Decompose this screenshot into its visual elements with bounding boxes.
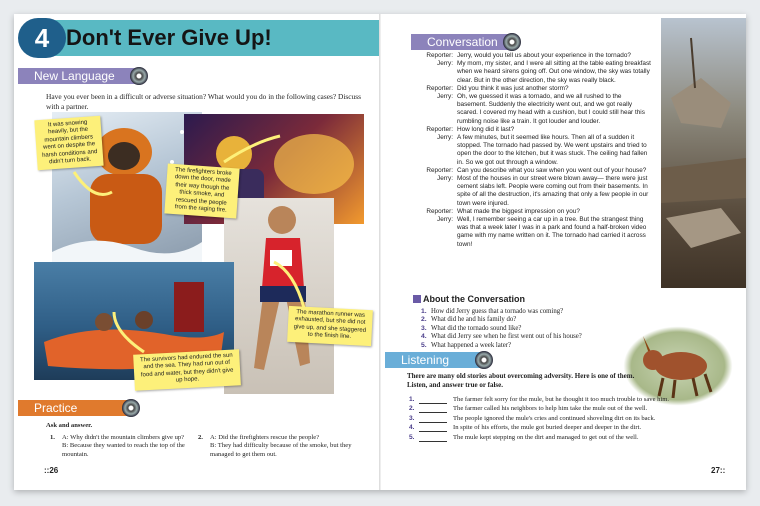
turn-text: Can you describe what you saw when you went out of your house? <box>457 166 647 174</box>
question-number: 3. <box>421 324 427 332</box>
conversation-turn <box>391 175 653 208</box>
true-false-item <box>409 415 739 423</box>
listening-label: Listening <box>401 353 450 367</box>
question-text: What did the tornado sound like? <box>431 324 522 332</box>
turn-text: Jerry, would you tell us about your experience in the tornado? <box>457 52 631 59</box>
turn-text: How long did it last? <box>457 125 515 133</box>
speaker-label: Reporter: <box>426 166 453 174</box>
textbook-spread <box>14 14 746 490</box>
answer-blank[interactable] <box>419 424 447 432</box>
practice-label: Practice <box>34 401 78 415</box>
firefighters-caption: The firefighters broke down the door, made their way though the thick smoke, and rescued the people from the raging fire. <box>164 164 239 219</box>
practice-header <box>18 400 130 416</box>
conversation-text <box>391 52 653 249</box>
turn-text: Well, I remember seeing a car up in a tree. But the strangest thing was that a week later I was in a park and found a half-broken video game with my name written on it. The tornado had carried it across town! <box>457 216 647 248</box>
true-false-item <box>409 424 739 432</box>
speaker-label: Reporter: <box>426 125 453 133</box>
arrow-icon <box>24 112 364 394</box>
speaker-label: Reporter: <box>426 52 453 59</box>
about-question <box>421 325 681 333</box>
question-text: What did Jerry see when he first went out of his house? <box>431 333 582 341</box>
answer-blank[interactable] <box>419 405 447 413</box>
new-language-intro: Have you ever been in a difficult or adverse situation? What would you do in the following cases? Discuss with a partner. <box>46 92 361 111</box>
question-number: 2. <box>421 316 427 324</box>
practice-item-1: 1. A: Why didn't the mountain climbers give up? B: Because they wanted to reach the top of the mountain. <box>50 434 185 458</box>
conversation-turn <box>391 216 653 249</box>
answer-blank[interactable] <box>419 434 447 442</box>
item-text: The farmer felt sorry for the mule, but he thought it too much trouble to save him. <box>453 396 670 403</box>
survivors-caption: The survivors had endured the sun and the sea. They had run out of food and water, but they didn't give up hope. <box>133 349 241 390</box>
about-question <box>421 308 681 316</box>
turn-text: What made the biggest impression on you? <box>457 207 580 215</box>
speaker-label: Jerry: <box>437 216 453 224</box>
practice-instruction: Ask and answer. <box>46 422 93 429</box>
item-number: 2. <box>409 405 415 413</box>
speaker-label: Reporter: <box>426 207 453 215</box>
question-number: 1. <box>421 308 427 315</box>
tornado-damage-photo <box>661 18 746 288</box>
true-false-item <box>409 405 739 413</box>
new-language-label: New Language <box>34 69 115 83</box>
conversation-turn <box>391 93 653 126</box>
page-number-right: 27:: <box>711 466 726 475</box>
new-language-header <box>18 68 138 84</box>
speaker-label: Jerry: <box>437 175 453 183</box>
turn-text: My mom, my sister, and I were all sitting at the table eating breakfast when we heard sirens going off. Out one window, the sky was totally clear. But in the other direction, the sky was really black. <box>457 60 651 84</box>
cd-audio-icon[interactable] <box>130 67 148 85</box>
turn-text: A few minutes, but it seemed like hours. Then all of a sudden it stopped. The tornado had passed by. We went upstairs and tried to open the door to the kitchen, but it was stuck. The ceiling had fallen in. So we got out through a window. <box>457 134 648 166</box>
mule-illustration <box>623 326 733 406</box>
item-number: 3. <box>409 414 415 422</box>
item-text: The farmer called his neighbors to help him take the mule out of the well. <box>453 405 648 413</box>
answer-blank[interactable] <box>419 396 447 404</box>
cd-audio-icon[interactable] <box>503 33 521 51</box>
photo-collage <box>24 112 367 394</box>
true-false-item <box>409 396 739 404</box>
turn-text: Did you think it was just another storm? <box>457 84 569 92</box>
conversation-header <box>411 34 511 50</box>
question-text: What did he and his family do? <box>431 316 517 324</box>
conversation-turn <box>391 167 653 175</box>
conversation-turn <box>391 52 653 60</box>
item-number: 5. <box>409 433 415 441</box>
about-square-icon <box>413 295 421 303</box>
right-page <box>381 14 746 490</box>
item-text: The mule kept stepping on the dirt and managed to get out of the well. <box>453 433 639 441</box>
question-number: 5. <box>421 341 427 349</box>
conversation-turn <box>391 60 653 85</box>
speaker-label: Reporter: <box>426 84 453 92</box>
question-text: How did Jerry guess that a tornado was coming? <box>431 308 564 315</box>
cd-audio-icon[interactable] <box>122 399 140 417</box>
question-number: 4. <box>421 333 427 341</box>
unit-title: Don't Ever Give Up! <box>66 25 272 50</box>
conversation-turn <box>391 208 653 216</box>
conversation-turn <box>391 134 653 167</box>
item-number: 4. <box>409 424 415 432</box>
item-text: The people ignored the mule's cries and continued shoveling dirt on its back. <box>453 414 656 422</box>
speaker-label: Jerry: <box>437 134 453 142</box>
turn-text: Most of the houses in our street were blown away— there were just cement slabs left. People were coming out from their basements. In spite of all the destruction, it's amazing that only a few people in our town were injured. <box>457 175 649 207</box>
about-question <box>421 316 681 324</box>
question-text: What happened a week later? <box>431 341 512 349</box>
mountain-climbers-caption: It was snowing heavily, but the mountain climbers went on despite the harsh conditions and didn't turn back. <box>34 116 103 171</box>
conversation-label: Conversation <box>427 35 498 49</box>
true-false-item <box>409 434 739 442</box>
practice-item-2: 2. A: Did the firefighters rescue the people? B: They had difficulty because of the smoke, but they managed to get them out. <box>198 434 352 458</box>
listening-true-false-items <box>409 396 739 443</box>
conversation-turn <box>391 85 653 93</box>
item-number: 1. <box>409 396 415 403</box>
answer-blank[interactable] <box>419 415 447 423</box>
conversation-turn <box>391 126 653 134</box>
speaker-label: Jerry: <box>437 60 453 68</box>
page-number-left: ::26 <box>44 466 59 475</box>
listening-intro: There are many old stories about overcoming adversity. Here is one of them. Listen, and answer true or false. <box>407 372 635 389</box>
listening-header <box>385 352 483 368</box>
item-text: In spite of his efforts, the mule got buried deeper and deeper in the dirt. <box>453 424 642 432</box>
about-conversation-title: About the Conversation <box>423 294 526 304</box>
turn-text: Oh, we guessed it was a tornado, and we all rushed to the basement. Suddenly the electricity went out, and we got really scared. I covered my head with a cushion, but I could still hear this rumbling noise like a train. It got louder and louder. <box>457 93 645 125</box>
speaker-label: Jerry: <box>437 93 453 101</box>
left-page <box>14 14 379 490</box>
unit-number-badge: 4 <box>18 18 66 58</box>
runner-caption: The marathon runner was exhausted, but she did not give up, and she staggered to the finish line. <box>287 306 373 346</box>
cd-audio-icon[interactable] <box>475 351 493 369</box>
